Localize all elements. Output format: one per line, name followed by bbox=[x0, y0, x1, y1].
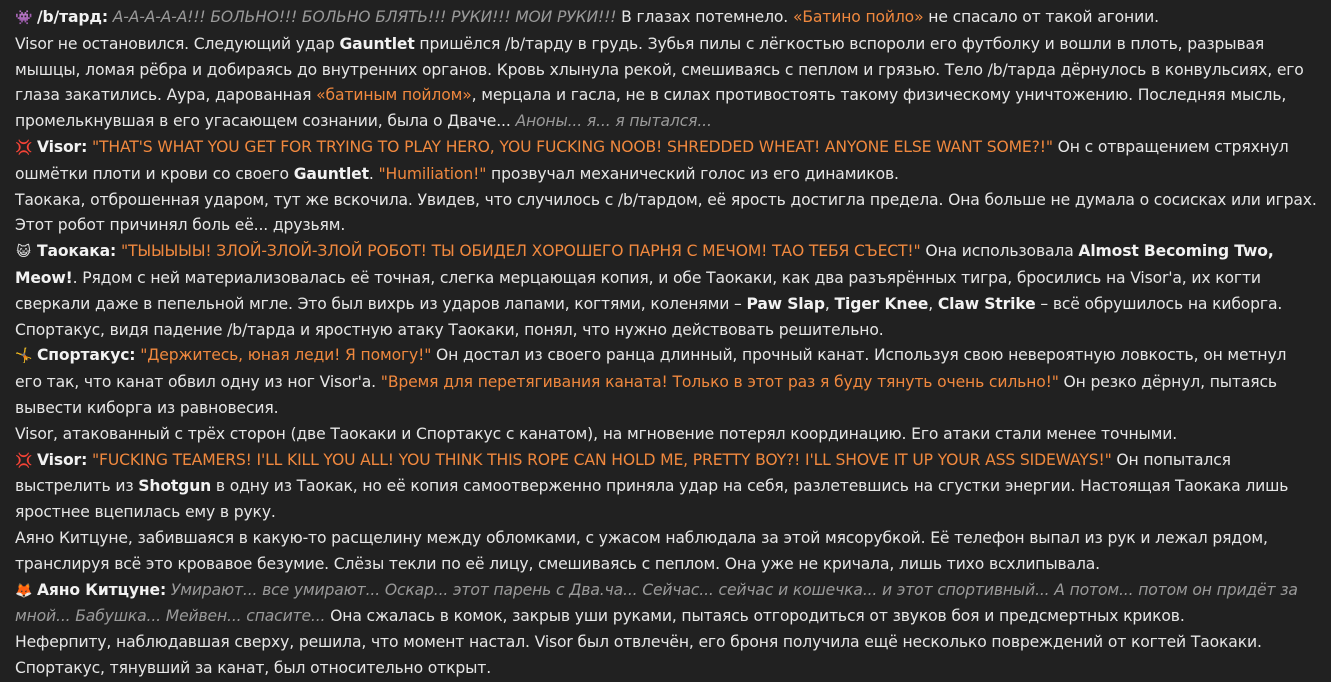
bold-term: Gauntlet bbox=[293, 164, 369, 183]
narration-text: Он резко дёрнул, пытаясь вывести киборга из равновесия. bbox=[15, 373, 1277, 417]
paragraph-ayano-thoughts bbox=[15, 578, 1317, 631]
narration-text: Таокака, отброшенная ударом, тут же вскочила. Увидев, что случилось с /b/тардом, её ярость достигла предела. Она больше не думала о сосисках или играх. Этот робот причинял боль её... друзьям. bbox=[15, 190, 1317, 235]
bold-term: Shotgun bbox=[138, 477, 212, 496]
anger-symbol-icon: 💢 bbox=[15, 139, 33, 156]
italic-thought: А-А-А-А-А!!! БОЛЬНО!!! БОЛЬНО БЛЯТЬ!!! РУКИ!!! МОИ РУКИ!!! bbox=[112, 8, 617, 26]
paragraph-neferpitou-watch bbox=[15, 630, 1317, 682]
narration-text: , bbox=[928, 294, 938, 313]
quote-text: "Держитесь, юная леди! Я помогу!" bbox=[140, 346, 432, 365]
speaker-name: Таокака: bbox=[37, 242, 117, 261]
bold-term: Paw Slap bbox=[746, 294, 825, 313]
narration-text: Visor, атакованный с трёх сторон (две Таокаки и Спортакус с канатом), на мгновение потерял координацию. Его атаки стали менее точными. bbox=[15, 424, 1178, 443]
narration-text: Она сжалась в комок, закрыв уши руками, пытаясь отгородиться от звуков боя и предсмертных криков. bbox=[325, 607, 1185, 626]
speaker-name: Аяно Китцуне: bbox=[37, 580, 167, 599]
quote-text: "ТЫЫЫЫЫ! ЗЛОЙ-ЗЛОЙ-ЗЛОЙ РОБОТ! ТЫ ОБИДЕЛ ХОРОШЕГО ПАРНЯ С МЕЧОМ! ТАО ТЕБЯ СЪЕСТ!" bbox=[120, 242, 921, 261]
narration-text: . Рядом с ней материализовалась её точная, слегка мерцающая копия, и обе Таокаки, как два разъярённых тигра, бросились на Visor'а, их когти сверкали даже в пепельной мгле. Это был вихрь из ударов лапами, когтями, коленями – bbox=[15, 268, 1261, 313]
quote-text: "Humiliation!" bbox=[378, 164, 487, 183]
paragraph-visor-taunt bbox=[15, 135, 1317, 188]
paragraph-visor-attack bbox=[15, 32, 1317, 135]
highlight-text: «Батино пойло» bbox=[792, 8, 924, 26]
narration-text: Она использовала bbox=[920, 242, 1079, 261]
speaker-name: Visor: bbox=[37, 137, 88, 156]
bold-term: Claw Strike bbox=[937, 294, 1036, 313]
narration-text: Он попытался выстрелить из bbox=[15, 450, 1231, 496]
paragraph-spartakus-rope bbox=[15, 343, 1317, 421]
anger-symbol-icon: 💢 bbox=[15, 452, 33, 469]
narration-text: , мерцала и гасла, не в силах противостоять такому физическому уничтожению. Последняя мысль, промелькнувшая в его угасающем сознании, была о Дваче... bbox=[15, 86, 1287, 131]
paragraph-taokaka-attack bbox=[15, 239, 1317, 317]
narration-text: не спасало от такой агонии. bbox=[923, 8, 1159, 26]
narration-text: прозвучал механический голос из его динамиков. bbox=[486, 164, 899, 183]
italic-thought: Аноны... я... я пытался... bbox=[515, 112, 712, 131]
quote-text: "THAT'S WHAT YOU GET FOR TRYING TO PLAY HERO, YOU FUCKING NOOB! SHREDDED WHEAT! ANYONE ELSE WANT SOME?!" bbox=[91, 137, 1053, 156]
paragraph-taokaka-rage bbox=[15, 188, 1317, 240]
quote-text: "FUCKING TEAMERS! I'LL KILL YOU ALL! YOU THINK THIS ROPE CAN HOLD ME, PRETTY BOY?! I'LL SHOVE IT UP YOUR ASS SIDEWAYS!" bbox=[91, 450, 1112, 469]
bold-term: Almost Becoming Two, Meow! bbox=[15, 242, 1274, 287]
narration-text: Visor не остановился. Следующий удар bbox=[15, 34, 340, 53]
bold-term: Tiger Knee bbox=[834, 294, 929, 313]
narration-text: Спортакус, видя падение /b/тарда и яростную атаку Таокаки, понял, что нужно действовать решительно. bbox=[15, 320, 884, 339]
narration-text: . bbox=[368, 164, 379, 183]
cat-face-icon: 😺 bbox=[16, 244, 31, 261]
narration-text: , bbox=[824, 294, 835, 313]
speaker-name: /b/тард: bbox=[37, 8, 108, 26]
cartwheel-person-icon: 🤸 bbox=[15, 348, 33, 365]
narration-text: Он достал из своего ранца длинный, прочный канат. Используя свою невероятную ловкость, он метнул его так, что канат обвил одну из ног Visor'а. bbox=[15, 346, 1287, 392]
italic-thought: Умирают... все умирают... Оскар... этот парень с Два.ча... Сейчас... сейчас и кошечка... и этот спортивный... А потом... потом он придёт за мной... Бабушка... Мейвен... спасите... bbox=[15, 580, 1298, 626]
narration-text: в одну из Таокак, но её копия самоотверженно приняла удар на себя, разлетевшись на сгустки энергии. Настоящая Таокака лишь яростнее вцепилась ему в руку. bbox=[15, 477, 1289, 522]
narration-text: Неферпиту, наблюдавшая сверху, решила, что момент настал. Visor был отвлечён, его броня получила ещё несколько повреждений от когтей Таокаки. Спортакус, тянувший за канат, был относительно открыт. bbox=[15, 633, 1262, 677]
narration-text: Аяно Китцуне, забившаяся в какую-то расщелину между обломками, с ужасом наблюдала за этой мясорубкой. Её телефон выпал из рук и лежал рядом, транслируя всё это кровавое безумие. Слёзы текли по её лицу, смешиваясь с пеплом. Она уже не кричала, лишь тихо всхлипывала. bbox=[15, 528, 1268, 573]
paragraph-visor-stagger bbox=[15, 422, 1317, 448]
narration-text: Он с отвращением стряхнул ошмётки плоти и крови со своего bbox=[15, 137, 1289, 183]
narration-text: пришёлся /b/тарду в грудь. Зубья пилы с лёгкостью вспороли его футболку и вошли в плоть, разрывая мышцы, ломая рёбра и добираясь до внутренних органов. Кровь хлынула рекой, смешиваясь с пеплом и грязью. Тело /b/тарда дёрнулось в конвульсиях, его глаза закатились. Аура, дарованная bbox=[15, 34, 1304, 105]
paragraph-visor-shotgun bbox=[15, 448, 1317, 526]
narration-text: – всё обрушилось на киборга. bbox=[1035, 294, 1283, 313]
narration-text: В глазах потемнело. bbox=[616, 8, 793, 26]
highlight-text: «батиным пойлом» bbox=[316, 86, 472, 105]
fox-face-icon: 🦊 bbox=[15, 582, 33, 599]
paragraph-btard-scream bbox=[15, 5, 1317, 32]
paragraph-spartakus-decides bbox=[15, 318, 1317, 344]
speaker-name: Спортакус: bbox=[37, 346, 136, 365]
quote-text: "Время для перетягивания каната! Только в этот раз я буду тянуть очень сильно!" bbox=[380, 373, 1059, 392]
alien-monster-icon: 👾 bbox=[15, 10, 33, 26]
speaker-name: Visor: bbox=[37, 450, 88, 469]
bold-term: Gauntlet bbox=[339, 34, 415, 53]
paragraph-ayano-hiding bbox=[15, 526, 1317, 578]
